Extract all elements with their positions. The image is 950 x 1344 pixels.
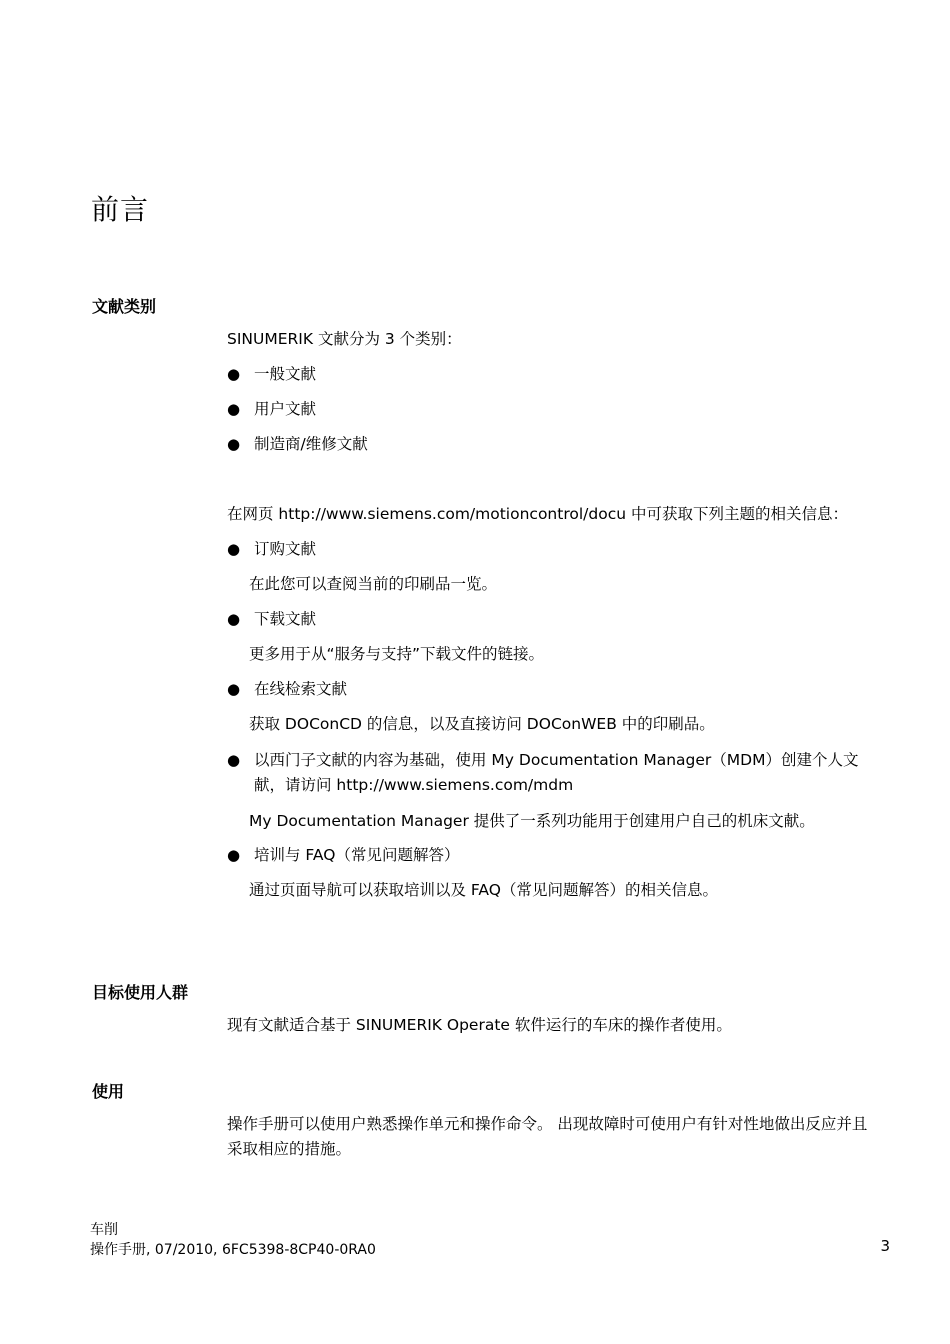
list-item-description: 获取 DOConCD 的信息，以及直接访问 DOConWEB 中的印刷品。 (249, 715, 715, 733)
footer-product: 车削 (90, 1222, 118, 1238)
bullet-icon: ● (227, 365, 241, 383)
bullet-icon: ● (227, 751, 241, 769)
bullet-icon: ● (227, 680, 241, 698)
footer-doc-info: 操作手册, 07/2010, 6FC5398-8CP40-0RA0 (90, 1242, 376, 1258)
document-page: 前言 文献类别 SINUMERIK 文献分为 3 个类别： ● 一般文献 ● 用户文献 ● 制造商/维修文献 在网页 http://www.siemens.com/motioncontrol/docu 中可获取下列主题的相关信息： ● 订购文献 在此您可以查阅当前的印刷品一览。 ● 下载文献 更多用于从“服务与支持”下载文件的链接。 ● 在线检索文献 获取 DOConCD 的信息，以及直接访问 DOConWEB 中的印刷品。 ● 以西门子文献的内容为基础，使用 My Documentation Manager（MDM）创建个人文献，请访问 http://www.siemens.com/mdm My Documentation Manager 提供了一系列功能用于创建用户自己的机床文献。 ● 培训与 FAQ（常见问题解答） 通过页面导航可以获取培训以及 FAQ（常见问题解答）的相关信息。 目标使用人群 现有文献适合基于 SINUMERIK Operate 软件运行的车床的操作者使用。 使用 操作手册可以使用户熟悉操作单元和操作命令。 出现故障时可使用户有针对性地做出反应并且采取相应的措施。 车削 操作手册, 07/2010, 6FC5398-8CP40-0RA0 3 (0, 0, 950, 1344)
section-heading-usage: 使用 (92, 1082, 125, 1101)
categories-intro: SINUMERIK 文献分为 3 个类别： (227, 330, 462, 348)
usage-text: 操作手册可以使用户熟悉操作单元和操作命令。 出现故障时可使用户有针对性地做出反应并且采取相应的措施。 (227, 1115, 868, 1158)
section-heading-categories: 文献类别 (92, 297, 157, 316)
section-heading-audience: 目标使用人群 (92, 983, 189, 1002)
page-title: 前言 (91, 193, 150, 226)
bullet-icon: ● (227, 540, 241, 558)
web-intro: 在网页 http://www.siemens.com/motioncontrol/docu 中可获取下列主题的相关信息： (227, 505, 848, 523)
list-item-description: My Documentation Manager 提供了一系列功能用于创建用户自己的机床文献。 (249, 812, 815, 830)
bullet-icon: ● (227, 610, 241, 628)
audience-text: 现有文献适合基于 SINUMERIK Operate 软件运行的车床的操作者使用。 (227, 1016, 732, 1034)
bullet-icon: ● (227, 435, 241, 453)
page-number: 3 (880, 1237, 890, 1255)
list-item-description: 更多用于从“服务与支持”下载文件的链接。 (249, 645, 545, 663)
bullet-icon: ● (227, 846, 241, 864)
bullet-icon: ● (227, 400, 241, 418)
list-item-description: 在此您可以查阅当前的印刷品一览。 (249, 575, 498, 593)
list-item-description: 通过页面导航可以获取培训以及 FAQ（常见问题解答）的相关信息。 (249, 881, 718, 899)
